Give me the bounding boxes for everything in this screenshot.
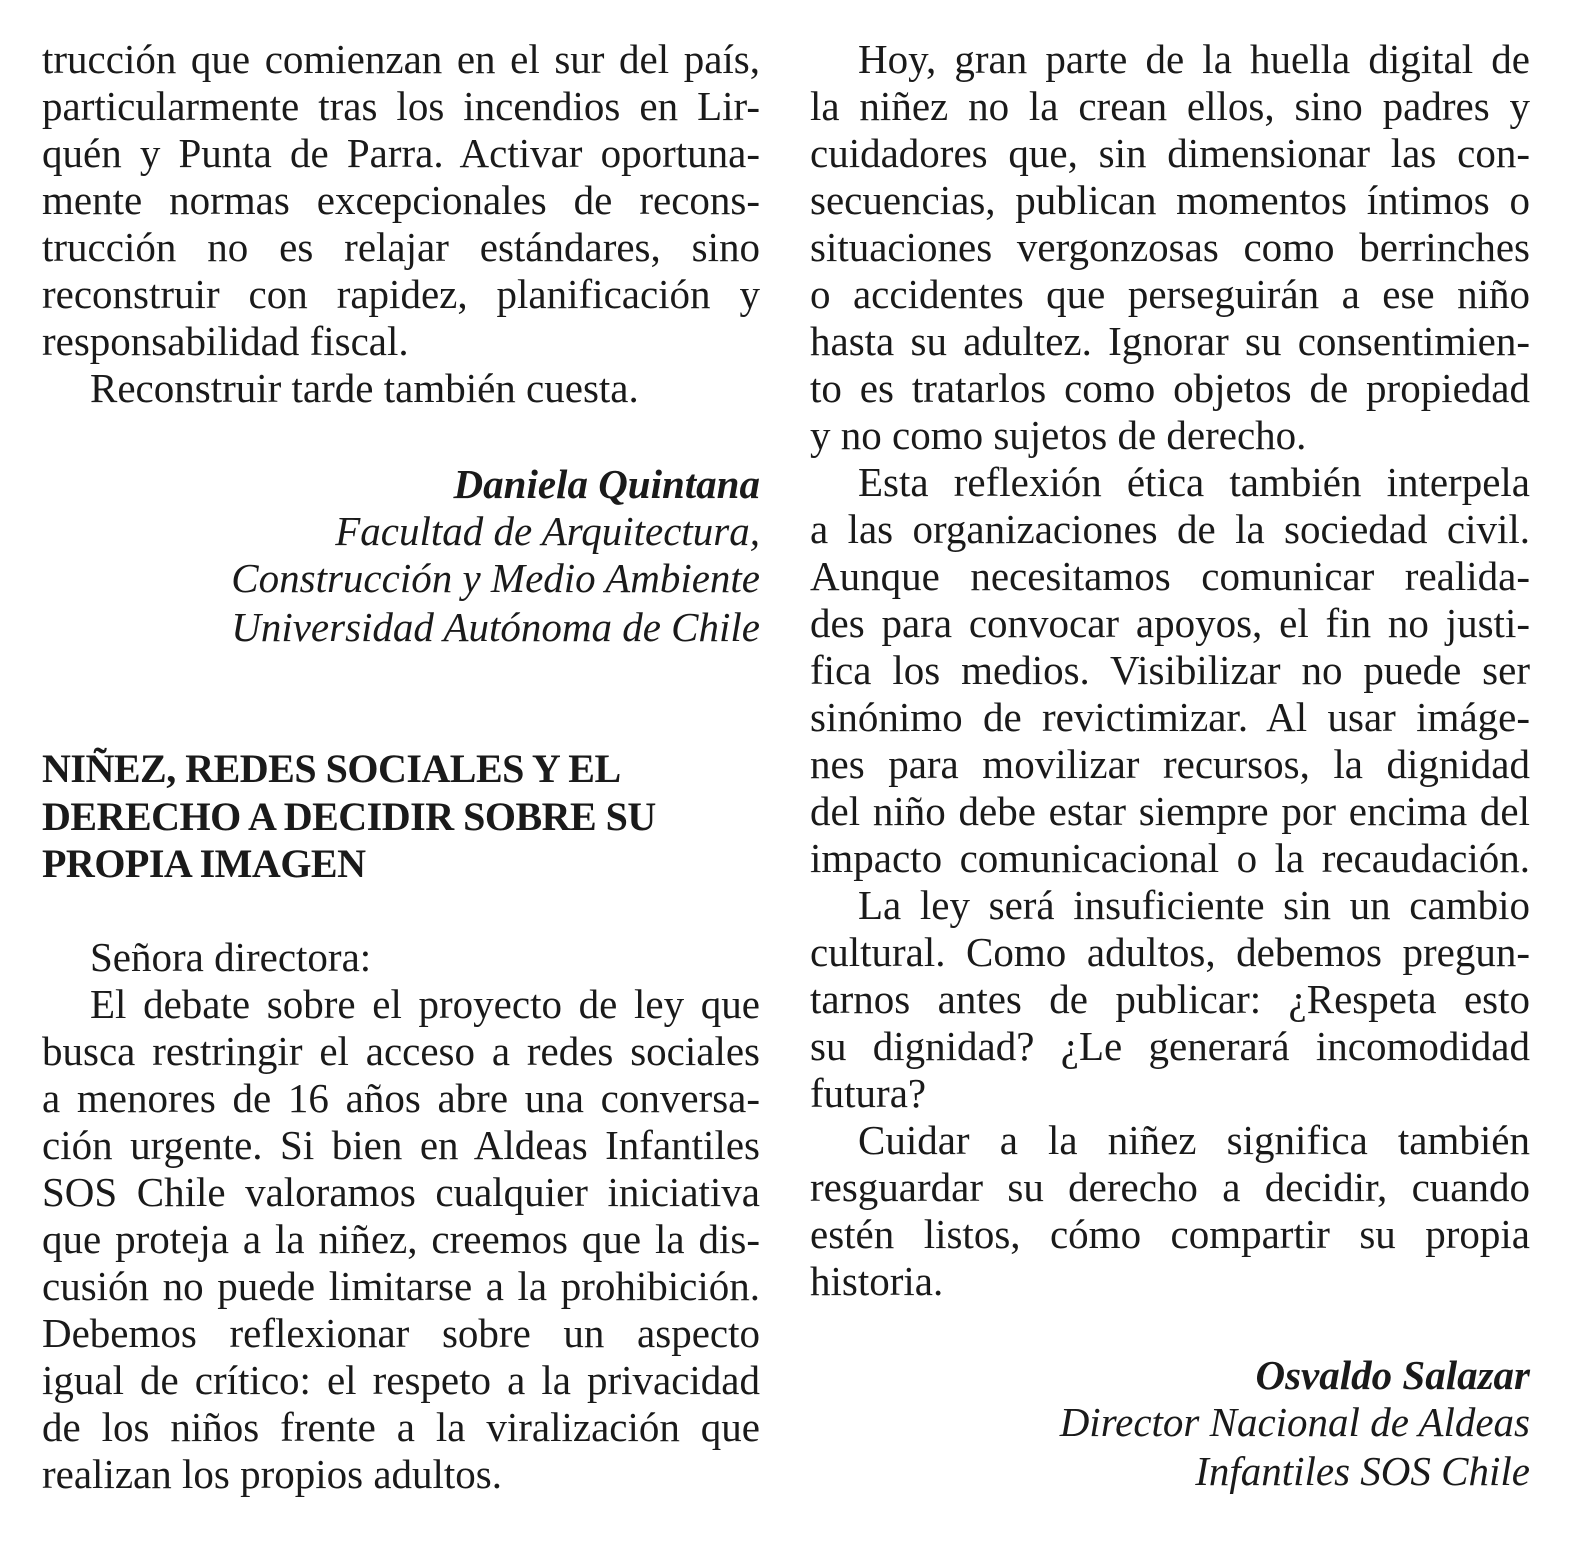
text-line: cultural. Como adultos, debemos pregun- [810, 929, 1530, 975]
text-line: reconstruir con rapidez, planificación y [42, 271, 760, 317]
text-line: La ley será insuficiente sin un cambio [858, 882, 1530, 928]
text-line: trucción no es relajar estándares, sino [42, 224, 760, 270]
text-line: la niñez no la crean ellos, sino padres y [810, 83, 1530, 129]
text-line: hasta su adultez. Ignorar su consentimien- [810, 318, 1530, 364]
author-affiliation: Construcción y Medio Ambiente [231, 555, 760, 601]
text-line: impacto comunicacional o la recaudación. [810, 835, 1530, 881]
closing-line: Reconstruir tarde también cuesta. [90, 365, 639, 411]
text-line: secuencias, publican momentos íntimos o [810, 177, 1530, 223]
text-line: SOS Chile valoramos cualquier iniciativa [42, 1169, 760, 1215]
text-line: Esta reflexión ética también interpela [858, 459, 1530, 505]
text-line: resguardar su derecho a decidir, cuando [810, 1164, 1530, 1210]
text-line: ción urgente. Si bien en Aldeas Infantiles [42, 1122, 760, 1168]
text-line: trucción que comienzan en el sur del país, [42, 36, 760, 82]
text-line: a las organizaciones de la sociedad civil. [810, 506, 1530, 552]
text-line: Cuidar a la niñez significa también [858, 1117, 1530, 1163]
text-line: que proteja a la niñez, creemos que la dis- [42, 1216, 760, 1262]
text-line: sinónimo de revictimizar. Al usar imáge- [810, 694, 1530, 740]
author-affiliation: Infantiles SOS Chile [1195, 1448, 1530, 1494]
text-line: y no como sujetos de derecho. [810, 412, 1307, 458]
text-line: historia. [810, 1258, 944, 1304]
text-line: responsabilidad fiscal. [42, 318, 409, 364]
text-line: o accidentes que perseguirán a ese niño [810, 271, 1530, 317]
text-line: estén listos, cómo compartir su propia [810, 1211, 1530, 1257]
headline-line: DERECHO A DECIDIR SOBRE SU [42, 794, 656, 839]
text-line: tarnos antes de publicar: ¿Respeta esto [810, 976, 1530, 1022]
author-name: Osvaldo Salazar [1255, 1352, 1530, 1398]
text-line: a menores de 16 años abre una conversa- [42, 1075, 760, 1121]
author-affiliation: Director Nacional de Aldeas [1059, 1399, 1530, 1445]
text-line: quén y Punta de Parra. Activar oportuna- [42, 130, 760, 176]
text-line: to es tratarlos como objetos de propiedad [810, 365, 1530, 411]
headline-line: NIÑEZ, REDES SOCIALES Y EL [42, 746, 621, 791]
text-line: de los niños frente a la viralización que [42, 1404, 760, 1450]
text-line: particularmente tras los incendios en Lir- [42, 83, 760, 129]
text-line: Aunque necesitamos comunicar realida- [810, 553, 1530, 599]
text-line: Debemos reflexionar sobre un aspecto [42, 1310, 760, 1356]
text-line: des para convocar apoyos, el fin no justi- [810, 600, 1530, 646]
text-line: fica los medios. Visibilizar no puede ser [810, 647, 1530, 693]
text-line: mente normas excepcionales de recons- [42, 177, 760, 223]
text-line: nes para movilizar recursos, la dignidad [810, 741, 1530, 787]
text-line: del niño debe estar siempre por encima del [810, 788, 1530, 834]
text-line: busca restringir el acceso a redes sociales [42, 1028, 760, 1074]
text-line: cusión no puede limitarse a la prohibición. [42, 1263, 760, 1309]
text-line: Hoy, gran parte de la huella digital de [858, 36, 1530, 82]
text-line: El debate sobre el proyecto de ley que [90, 981, 760, 1027]
text-line: realizan los propios adultos. [42, 1451, 503, 1497]
author-affiliation: Universidad Autónoma de Chile [231, 604, 760, 650]
text-line: situaciones vergonzosas como berrinches [810, 224, 1530, 270]
text-line: cuidadores que, sin dimensionar las con- [810, 130, 1530, 176]
text-line: su dignidad? ¿Le generará incomodidad [810, 1023, 1530, 1069]
author-name: Daniela Quintana [453, 461, 760, 507]
salutation: Señora directora: [90, 934, 372, 980]
headline-line: PROPIA IMAGEN [42, 841, 366, 886]
text-line: futura? [810, 1070, 927, 1116]
text-line: igual de crítico: el respeto a la privacidad [42, 1357, 760, 1403]
author-affiliation: Facultad de Arquitectura, [335, 508, 760, 554]
